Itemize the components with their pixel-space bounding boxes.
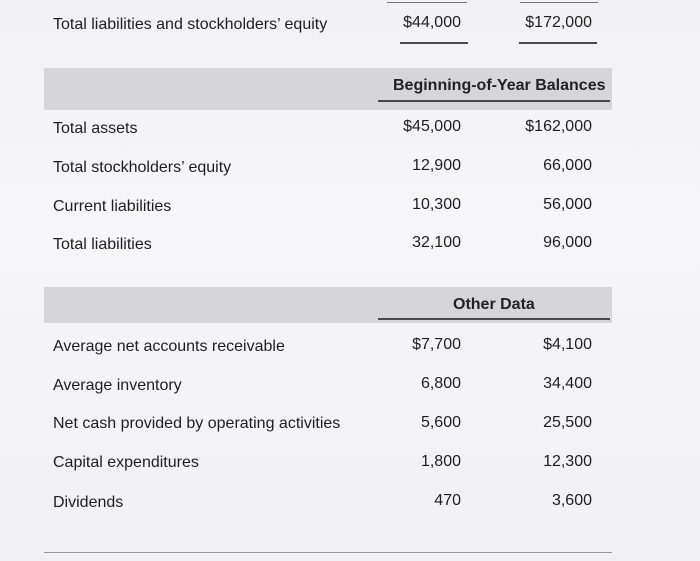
section-title-beginning-balances: Beginning-of-Year Balances	[393, 77, 606, 94]
row-value-col1-current-liabilities: 10,300	[412, 196, 461, 213]
row-value-col2-dividends: 3,600	[551, 492, 592, 509]
total-rule-col2	[519, 42, 597, 44]
row-value-col1-total-liabilities-equity: $44,000	[403, 14, 461, 31]
row-value-col2-average-net-accounts-receivable: $4,100	[543, 336, 592, 353]
row-value-col2-average-inventory: 34,400	[543, 375, 592, 392]
bottom-rule	[44, 552, 612, 553]
row-value-col2-net-cash-operating: 25,500	[543, 414, 592, 431]
row-value-col1-net-cash-operating: 5,600	[420, 414, 461, 431]
row-label-current-liabilities: Current liabilities	[53, 198, 172, 215]
row-value-col2-total-liabilities-equity: $172,000	[525, 14, 592, 31]
top-rule-col2	[520, 2, 598, 3]
row-label-dividends: Dividends	[53, 494, 124, 511]
row-label-average-inventory: Average inventory	[53, 377, 182, 394]
row-value-col2-total-stockholders-equity: 66,000	[543, 157, 592, 174]
top-rule-col1	[387, 2, 467, 3]
row-label-net-cash-operating: Net cash provided by operating activities	[53, 415, 341, 432]
row-label-total-stockholders-equity: Total stockholders’ equity	[53, 159, 232, 176]
section-rule-beginning-balances	[378, 100, 610, 102]
row-value-col1-total-assets: $45,000	[403, 118, 461, 135]
total-rule-col1	[400, 42, 468, 44]
row-value-col2-total-liabilities: 96,000	[543, 234, 592, 251]
row-value-col1-average-net-accounts-receivable: $7,700	[412, 336, 461, 353]
row-value-col2-capital-expenditures: 12,300	[543, 453, 592, 470]
row-value-col1-average-inventory: 6,800	[420, 375, 461, 392]
row-value-col1-total-liabilities: 32,100	[412, 234, 461, 251]
row-label-total-liabilities-equity: Total liabilities and stockholders’ equity	[53, 16, 328, 33]
row-label-total-liabilities: Total liabilities	[53, 236, 152, 253]
row-label-average-net-accounts-receivable: Average net accounts receivable	[53, 338, 285, 355]
section-rule-other-data	[378, 318, 610, 320]
row-label-total-assets: Total assets	[53, 120, 138, 137]
section-title-other-data: Other Data	[453, 296, 535, 313]
row-value-col1-dividends: 470	[434, 492, 461, 509]
row-label-capital-expenditures: Capital expenditures	[53, 454, 199, 471]
row-value-col2-total-assets: $162,000	[525, 118, 592, 135]
row-value-col1-capital-expenditures: 1,800	[420, 453, 461, 470]
row-value-col2-current-liabilities: 56,000	[543, 196, 592, 213]
row-value-col1-total-stockholders-equity: 12,900	[412, 157, 461, 174]
